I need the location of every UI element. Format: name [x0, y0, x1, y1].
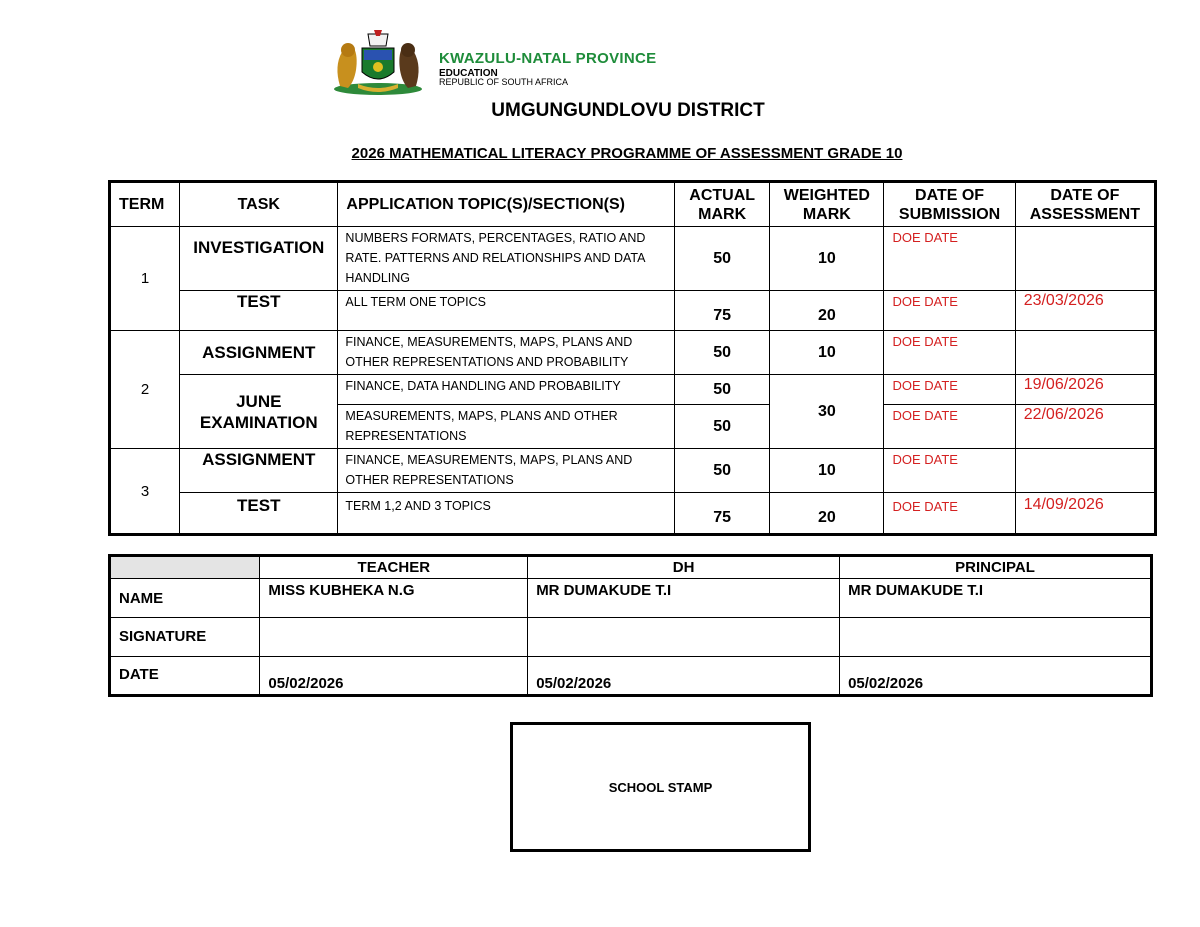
assessment-date-cell [1015, 331, 1155, 375]
submission-date-cell: DOE DATE [884, 291, 1015, 331]
assessment-table [108, 180, 1157, 536]
coat-of-arms-logo [328, 26, 428, 96]
actual-mark-cell: 50 [675, 449, 770, 493]
header-task: TASK [180, 182, 338, 227]
country-name: REPUBLIC OF SOUTH AFRICA [439, 77, 569, 87]
table-row [110, 291, 1156, 331]
task-cell: ASSIGNMENT [180, 331, 338, 375]
teacher-date: 05/02/2026 [260, 657, 528, 696]
header-dh: DH [528, 556, 840, 579]
task-cell: JUNE EXAMINATION [180, 375, 338, 449]
header-teacher: TEACHER [260, 556, 528, 579]
task-cell: ASSIGNMENT [180, 449, 338, 493]
school-stamp-label: SCHOOL STAMP [608, 779, 713, 795]
header-weighted-mark: WEIGHTED MARK [770, 182, 884, 227]
signoff-header-row [110, 556, 1152, 579]
table-row [110, 449, 1156, 493]
assessment-date-cell [1015, 449, 1155, 493]
row-label-date: DATE [110, 657, 260, 696]
row-label-signature: SIGNATURE [110, 618, 260, 657]
table-row [110, 331, 1156, 375]
topic-cell: MEASUREMENTS, MAPS, PLANS AND OTHER REPRESENTATIONS [338, 405, 675, 449]
submission-date-cell: DOE DATE [884, 375, 1015, 405]
submission-date-cell: DOE DATE [884, 405, 1015, 449]
table-row [110, 493, 1156, 535]
district-title: UMGUNGUNDLOVU DISTRICT [491, 100, 765, 121]
header-date-submission: DATE OF SUBMISSION [884, 182, 1015, 227]
actual-mark-cell: 50 [675, 405, 770, 449]
weighted-mark-cell: 20 [770, 493, 884, 535]
header-term: TERM [110, 182, 180, 227]
topic-cell: NUMBERS FORMATS, PERCENTAGES, RATIO AND RATE. PATTERNS AND RELATIONSHIPS AND DATA HANDLING [338, 227, 675, 291]
signoff-corner-cell [110, 556, 260, 579]
weighted-mark-cell: 10 [770, 227, 884, 291]
assessment-date-cell: 22/06/2026 [1015, 405, 1155, 449]
weighted-mark-cell: 10 [770, 449, 884, 493]
header-date-assessment: DATE OF ASSESSMENT [1015, 182, 1155, 227]
dh-date: 05/02/2026 [528, 657, 840, 696]
actual-mark-cell: 75 [675, 493, 770, 535]
submission-date-cell: DOE DATE [884, 493, 1015, 535]
weighted-mark-cell: 20 [770, 291, 884, 331]
actual-mark-cell: 75 [675, 291, 770, 331]
assessment-date-cell [1015, 227, 1155, 291]
principal-date: 05/02/2026 [840, 657, 1152, 696]
term-cell: 1 [110, 227, 180, 331]
submission-date-cell: DOE DATE [884, 449, 1015, 493]
term-cell: 2 [110, 331, 180, 449]
topic-cell: ALL TERM ONE TOPICS [338, 291, 675, 331]
document-title: 2026 MATHEMATICAL LITERACY PROGRAMME OF ASSESSMENT GRADE 10 [351, 145, 903, 162]
principal-signature [840, 618, 1152, 657]
row-label-name: NAME [110, 579, 260, 618]
table-row [110, 227, 1156, 291]
teacher-signature [260, 618, 528, 657]
term-cell: 3 [110, 449, 180, 535]
department-name: EDUCATION [439, 68, 498, 79]
header-topic: APPLICATION TOPIC(S)/SECTION(S) [338, 182, 675, 227]
actual-mark-cell: 50 [675, 331, 770, 375]
dh-name: MR DUMAKUDE T.I [528, 579, 840, 618]
signoff-table [108, 554, 1153, 697]
principal-name: MR DUMAKUDE T.I [840, 579, 1152, 618]
task-cell: TEST [180, 291, 338, 331]
assessment-date-cell: 23/03/2026 [1015, 291, 1155, 331]
submission-date-cell: DOE DATE [884, 227, 1015, 291]
weighted-mark-cell: 30 [770, 375, 884, 449]
signoff-signature-row [110, 618, 1152, 657]
weighted-mark-cell: 10 [770, 331, 884, 375]
task-cell: TEST [180, 493, 338, 535]
actual-mark-cell: 50 [675, 375, 770, 405]
signoff-name-row [110, 579, 1152, 618]
header-actual-mark: ACTUAL MARK [675, 182, 770, 227]
actual-mark-cell: 50 [675, 227, 770, 291]
topic-cell: TERM 1,2 AND 3 TOPICS [338, 493, 675, 535]
table-header-row [110, 182, 1156, 227]
teacher-name: MISS KUBHEKA N.G [260, 579, 528, 618]
province-name: KWAZULU-NATAL PROVINCE [439, 50, 657, 67]
task-cell: INVESTIGATION [180, 227, 338, 291]
table-row [110, 375, 1156, 405]
header-principal: PRINCIPAL [840, 556, 1152, 579]
topic-cell: FINANCE, MEASUREMENTS, MAPS, PLANS AND OTHER REPRESENTATIONS [338, 449, 675, 493]
topic-cell: FINANCE, MEASUREMENTS, MAPS, PLANS AND OTHER REPRESENTATIONS AND PROBABILITY [338, 331, 675, 375]
dh-signature [528, 618, 840, 657]
signoff-date-row [110, 657, 1152, 696]
submission-date-cell: DOE DATE [884, 331, 1015, 375]
assessment-date-cell: 19/06/2026 [1015, 375, 1155, 405]
school-stamp-box [510, 722, 811, 852]
topic-cell: FINANCE, DATA HANDLING AND PROBABILITY [338, 375, 675, 405]
assessment-date-cell: 14/09/2026 [1015, 493, 1155, 535]
